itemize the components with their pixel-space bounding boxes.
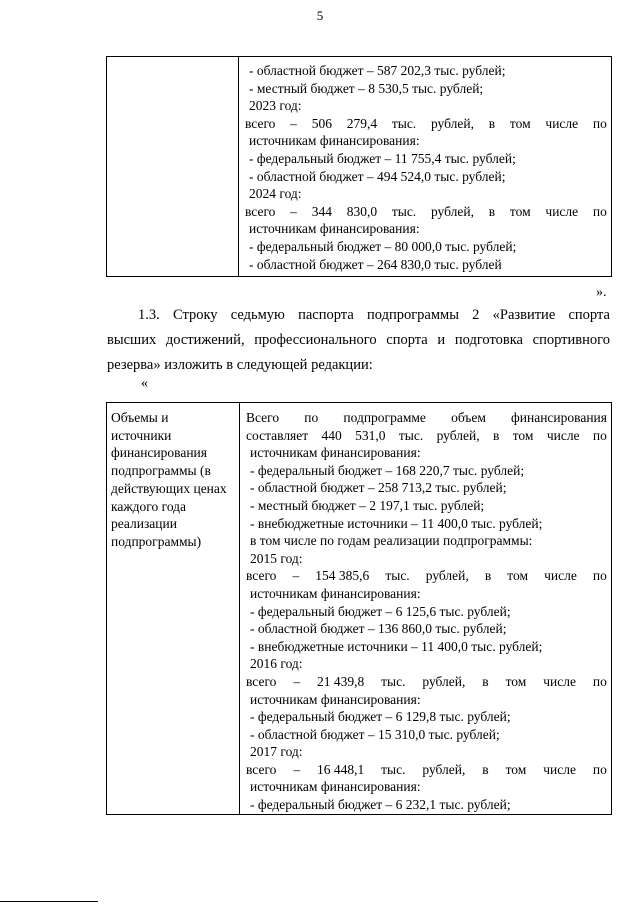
label-line: действующих ценах [111, 480, 227, 496]
word: числе [545, 115, 579, 131]
word: всего [245, 115, 276, 131]
justified-line [246, 409, 611, 427]
word: – [290, 203, 297, 219]
word: том [512, 427, 534, 443]
label-line: Объемы и [111, 410, 169, 425]
page-number: 5 [316, 8, 324, 23]
text-line: источникам финансирования: [249, 221, 420, 237]
text-line: - федеральный бюджет – 168 220,7 тыс. рублей; [250, 462, 525, 478]
word: 344 [311, 203, 332, 219]
label-line: подпрограммы (в [111, 463, 211, 479]
text-line: 2017 год: [250, 744, 303, 760]
word: резерва» [107, 357, 161, 373]
word: спорта [568, 307, 610, 323]
text-line: - федеральный бюджет – 6 129,8 тыс. рублей; [250, 709, 511, 725]
word: объем [451, 410, 486, 425]
label-line: финансирования [111, 445, 207, 461]
word: следующей [236, 357, 308, 373]
word: в [488, 203, 496, 219]
label-line: источники [111, 427, 172, 443]
word: профессионального [254, 332, 377, 348]
text-line: - федеральный бюджет – 11 755,4 тыс. рублей; [249, 150, 516, 166]
word: числе [546, 427, 580, 443]
financing-table-continued [106, 56, 612, 277]
word: в [484, 568, 492, 584]
word: том [505, 761, 527, 777]
word: 531,0 [355, 427, 386, 443]
word: 2 [472, 307, 480, 323]
word: в [482, 761, 489, 777]
word: том [509, 115, 531, 131]
opening-quote: « [141, 376, 148, 391]
table2-lines [246, 409, 611, 814]
word: – [293, 761, 301, 777]
word: подпрограмме [343, 410, 426, 425]
word: – [292, 568, 300, 584]
text-line: - областной бюджет – 15 310,0 тыс. рублей; [250, 726, 500, 742]
text-line: - местный бюджет – 2 197,1 тыс. рублей; [250, 497, 485, 513]
word: в [482, 673, 489, 689]
word: всего [246, 568, 277, 584]
word: седьмую [230, 307, 285, 323]
word: тыс. [391, 203, 417, 219]
text-line: 2015 год: [250, 550, 303, 566]
word: числе [543, 761, 576, 777]
table2-label-lines [111, 409, 239, 551]
word: тыс. [398, 427, 424, 443]
word: спортивного [532, 332, 610, 348]
word: рублей, [436, 427, 480, 443]
word: в [492, 427, 500, 443]
word: 440 [321, 427, 342, 443]
table1-label-cell [107, 57, 239, 277]
paragraph-line [107, 303, 610, 328]
text-line: - областной бюджет – 587 202,3 тыс. рублей; [249, 63, 506, 78]
word: 506 [311, 115, 332, 131]
word: и [437, 332, 446, 348]
word: рублей, [430, 203, 474, 219]
justified-line [246, 427, 611, 445]
word: 279,4 [346, 115, 378, 131]
word: высших [107, 332, 157, 348]
word: 154 385,6 [315, 568, 370, 584]
justified-line [246, 761, 611, 779]
justified-line [245, 115, 611, 133]
word: по [592, 203, 607, 219]
text-line: - внебюджетные источники – 11 400,0 тыс. рублей; [250, 638, 543, 654]
amendment-paragraph [107, 303, 610, 378]
word: 16 448,1 [316, 761, 365, 777]
paragraph-line [107, 353, 610, 378]
word: рублей, [425, 568, 469, 584]
justified-line [246, 673, 611, 691]
text-line: - областной бюджет – 494 524,0 тыс. рублей; [249, 168, 506, 184]
word: в [226, 357, 234, 373]
word: 830,0 [346, 203, 378, 219]
word: по [592, 427, 607, 443]
word: паспорта [298, 307, 354, 323]
closing-quote: ». [596, 285, 607, 300]
word: том [505, 673, 527, 689]
word: том [509, 203, 531, 219]
justified-line [245, 203, 611, 221]
text-line: - областной бюджет – 264 830,0 тыс. рублей [249, 256, 502, 272]
text-line: - федеральный бюджет – 6 232,1 тыс. рублей; [250, 797, 511, 813]
word: подпрограммы [366, 307, 459, 323]
word: рублей, [422, 761, 466, 777]
word: по [304, 410, 319, 425]
paragraph-line [107, 328, 610, 353]
word: составляет [246, 427, 309, 443]
word: в [488, 115, 496, 131]
word: по [592, 568, 607, 584]
word: подготовка [454, 332, 523, 348]
word: Строку [172, 307, 218, 323]
table1-value-cell [239, 57, 612, 277]
word: тыс. [391, 115, 417, 131]
text-line: источникам финансирования: [249, 133, 420, 149]
word: числе [543, 673, 576, 689]
word: том [507, 568, 529, 584]
word: тыс. [381, 761, 406, 777]
text-line: источникам финансирования: [250, 585, 421, 601]
word: рублей, [430, 115, 474, 131]
footer-rule [0, 901, 98, 902]
word: числе [544, 568, 577, 584]
word: числе [545, 203, 579, 219]
word: 1.3. [138, 307, 160, 323]
word: изложить [164, 357, 223, 373]
word: всего [245, 203, 276, 219]
word: тыс. [385, 568, 410, 584]
word: Всего [246, 410, 280, 425]
word: всего [246, 673, 277, 689]
word: рублей, [422, 673, 466, 689]
subprogram-passport-table [106, 402, 612, 815]
text-line: - местный бюджет – 8 530,5 тыс. рублей; [249, 80, 484, 96]
word: спорта [386, 332, 428, 348]
label-line: подпрограммы) [111, 533, 202, 549]
table2-value-cell [240, 403, 612, 815]
word: по [592, 761, 607, 777]
text-line: - областной бюджет – 136 860,0 тыс. рублей; [250, 621, 507, 637]
label-line: каждого года [111, 498, 187, 514]
word: всего [246, 761, 277, 777]
word: – [290, 115, 297, 131]
word: редакции: [311, 357, 373, 373]
text-line: - федеральный бюджет – 6 125,6 тыс. рублей; [250, 603, 511, 619]
word: 21 439,8 [316, 673, 365, 689]
text-line: источникам финансирования: [250, 445, 421, 461]
text-line: в том числе по годам реализации подпрограммы: [250, 533, 533, 549]
text-line: - областной бюджет – 258 713,2 тыс. рублей; [250, 480, 507, 496]
word: – [293, 673, 301, 689]
justified-line [246, 567, 611, 585]
word: по [592, 673, 607, 689]
word: тыс. [381, 673, 406, 689]
table2-label-cell [107, 403, 240, 815]
text-line: источникам финансирования: [250, 691, 421, 707]
label-line: реализации [111, 516, 177, 532]
word: финансирования [511, 410, 607, 425]
table1-lines [245, 62, 611, 273]
word: «Развитие [492, 307, 556, 323]
text-line: - федеральный бюджет – 80 000,0 тыс. рублей; [249, 238, 517, 254]
text-line: 2024 год: [249, 186, 302, 202]
word: по [592, 115, 607, 131]
word: достижений, [165, 332, 245, 348]
text-line: источникам финансирования: [250, 779, 421, 795]
text-line: 2023 год: [249, 98, 302, 114]
text-line: - внебюджетные источники – 11 400,0 тыс. рублей; [250, 515, 543, 531]
text-line: 2016 год: [250, 656, 303, 672]
